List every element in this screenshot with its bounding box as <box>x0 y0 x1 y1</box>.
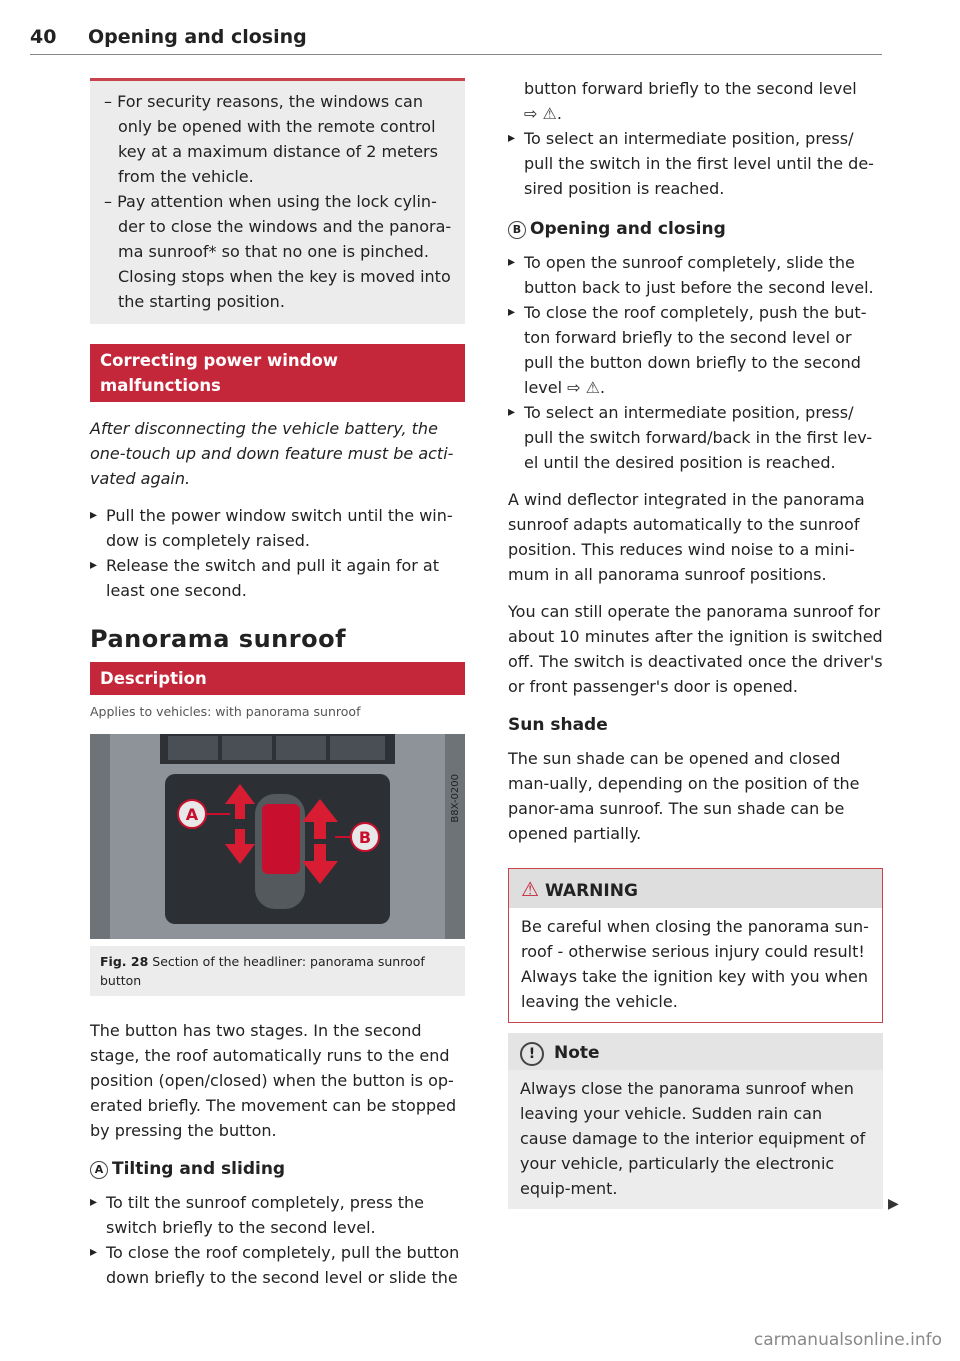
figure-caption <box>90 946 465 996</box>
warning-text: Be careful when closing the panorama sun-roof - otherwise serious injury could result! Always take the ignition key with you when leaving the vehicle. <box>521 917 869 1011</box>
warning-triangle-icon: ⚠ <box>521 877 539 901</box>
continue-arrow-icon: ▶ <box>888 1196 899 1212</box>
notice-item-2: – Pay attention when using the lock cylin-der to close the windows and the panora-ma sunroof* so that no one is pinched. Closing stops when the key is moved into the starting position. <box>104 192 452 311</box>
notice-item-1: – For security reasons, the windows can only be opened with the remote control key at a maximum distance of 2 meters from the vehicle. <box>104 92 438 186</box>
correcting-step-2: ▸ Release the switch and pull it again for at least one second. <box>90 553 465 603</box>
figure-caption-text: Section of the headliner: panorama sunroof button <box>100 954 425 988</box>
section-title: Opening and closing <box>88 26 307 48</box>
callout-b: B <box>358 828 372 847</box>
figure-label: Fig. 28 <box>100 954 149 969</box>
tilt-step-2: ▸ To close the roof completely, pull the button down briefly to the second level or slide the <box>90 1240 465 1290</box>
note-box <box>508 1033 883 1209</box>
tilt-step-1: ▸ To tilt the sunroof completely, press the switch briefly to the second level. <box>90 1190 465 1240</box>
footer-watermark: carmanualsonline.info <box>753 1330 942 1350</box>
note-header: ! Note <box>508 1033 883 1070</box>
applies-note: Applies to vehicles: with panorama sunroof <box>90 704 361 719</box>
description-heading: Description <box>90 662 465 695</box>
figure-28 <box>90 734 465 996</box>
correcting-intro: After disconnecting the vehicle battery, the one-touch up and down feature must be acti-vated again. <box>90 419 454 488</box>
notice-box <box>90 78 465 324</box>
tilt-step-3: ▸ To select an intermediate position, press/ pull the switch in the first level until the de-sired position is reached. <box>508 126 883 201</box>
warning-ref-icon: ⚠ <box>542 104 557 123</box>
ignition-paragraph: You can still operate the panorama sunroof for about 10 minutes after the ignition is switched off. The switch is deactivated once the driver's or front passenger's door is opened. <box>508 602 883 696</box>
callout-a: A <box>185 805 199 824</box>
page-header <box>30 24 882 55</box>
warning-header: ⚠ WARNING <box>509 869 882 908</box>
page-number: 40 <box>30 26 57 48</box>
sunroof-heading: Panorama sunroof <box>90 625 347 653</box>
correcting-step-1: ▸ Pull the power window switch until the win-dow is completely raised. <box>90 503 465 553</box>
opening-heading: B Opening and closing <box>508 217 883 242</box>
open-step-2: ▸ To close the roof completely, push the but-ton forward briefly to the second level or pull the button down briefly to the second level ⇨ ⚠. <box>508 300 883 400</box>
open-step-3: ▸ To select an intermediate position, press/ pull the switch forward/back in the first lev-el until the desired position is reached. <box>508 400 883 475</box>
left-column <box>90 78 465 1290</box>
wind-deflector-paragraph: A wind deflector integrated in the panorama sunroof adapts automatically to the sunroof position. This reduces wind noise to a mini-mum in all panorama sunroof positions. <box>508 490 865 584</box>
marker-b-icon: B <box>508 221 526 239</box>
figure-code: B8X-0200 <box>450 774 461 823</box>
sunroof-button-illustration <box>90 734 465 939</box>
warning-box <box>508 868 883 1023</box>
button-stages-paragraph: The button has two stages. In the second stage, the roof automatically runs to the end position (open/closed) when the button is op-erated briefly. The movement can be stopped by pressing the button. <box>90 1021 457 1140</box>
note-text: Always close the panorama sunroof when leaving your vehicle. Sudden rain can cause damage to the interior equipment of your vehicle, particularly the electronic equip-ment. <box>508 1070 883 1209</box>
warning-ref-icon-2: ⚠ <box>585 378 600 397</box>
correcting-heading: Correcting power window malfunctions <box>90 344 465 402</box>
sun-shade-paragraph: The sun shade can be opened and closed man-ually, depending on the position of the panor-ama sunroof. The sun shade can be opened partially. <box>508 749 860 843</box>
right-column <box>508 76 883 1209</box>
tilt-step-2-continued: button forward briefly to the second level ⇨ ⚠. <box>524 79 857 123</box>
open-step-1: ▸ To open the sunroof completely, slide the button back to just before the second level. <box>508 250 883 300</box>
marker-a-icon: A <box>90 1161 108 1179</box>
note-info-icon: ! <box>520 1042 544 1066</box>
tilting-heading: A Tilting and sliding <box>90 1157 465 1182</box>
sun-shade-heading: Sun shade <box>508 715 608 735</box>
